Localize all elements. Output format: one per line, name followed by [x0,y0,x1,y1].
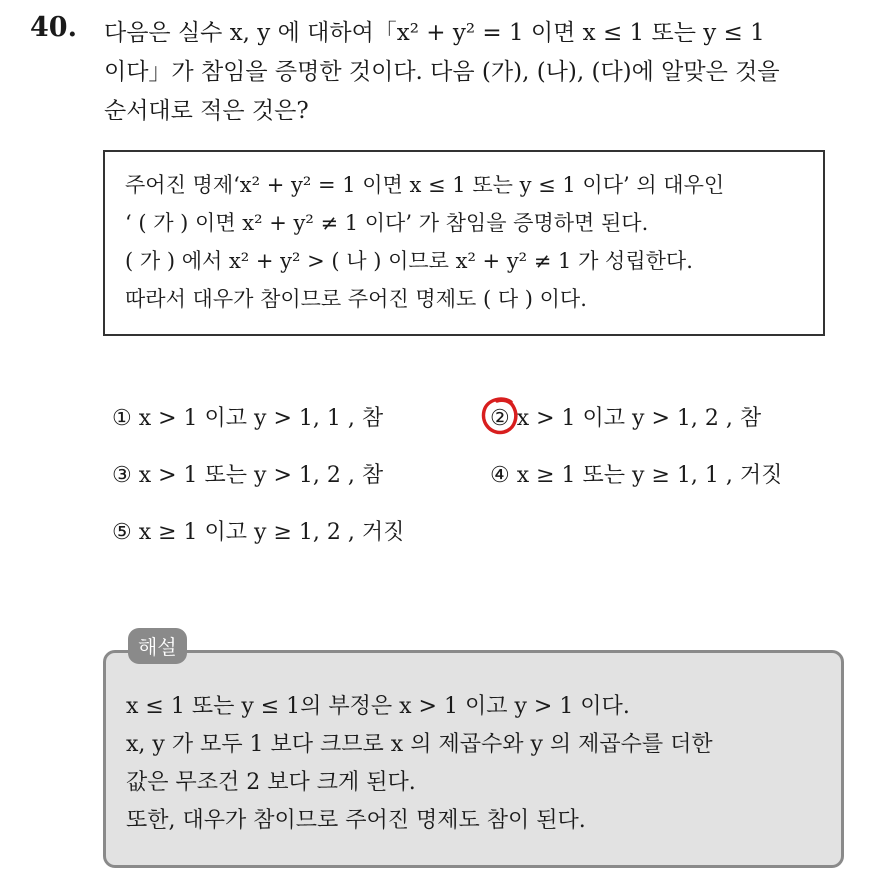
choice-2[interactable] [490,401,761,432]
choice-4-text: x ≥ 1 또는 y ≥ 1, 1 , 거짓 [516,463,783,488]
solution-line-2: x, y 가 모두 1 보다 크므로 x 의 제곱수와 y 의 제곱수를 더한 [126,732,713,757]
choice-1-label: ① [112,406,132,431]
choice-5-text: x ≥ 1 이고 y ≥ 1, 2 , 거짓 [138,520,405,545]
proof-line-3: ( 가 ) 에서 x² + y² > ( 나 ) 이므로 x² + y² ≠ 1 가 성립한다. [125,249,693,273]
solution-line-4: 또한, 대우가 참이므로 주어진 명제도 참이 된다. [126,808,586,833]
solution-box [103,650,844,868]
choice-5[interactable] [112,515,404,546]
choice-3[interactable] [112,458,383,489]
proof-line-1: 주어진 명제‘x² + y² = 1 이면 x ≤ 1 또는 y ≤ 1 이다’ 의 대우인 [125,173,725,197]
question-number: 40. [30,12,77,43]
choice-3-text: x > 1 또는 y > 1, 2 , 참 [138,463,384,488]
choice-2-text: x > 1 이고 y > 1, 2 , 참 [516,406,762,431]
answer-circle-mark [478,394,522,438]
choice-5-label: ⑤ [112,520,132,545]
choice-1-text: x > 1 이고 y > 1, 1 , 참 [138,406,384,431]
choice-4-label: ④ [490,463,510,488]
choice-2-label: ② [490,406,510,431]
choice-1[interactable] [112,401,383,432]
solution-tag: 해설 [128,628,187,664]
proof-line-4: 따라서 대우가 참이므로 주어진 명제도 ( 다 ) 이다. [125,287,587,311]
question-text-line-3: 순서대로 적은 것은? [104,98,309,124]
choice-3-label: ③ [112,463,132,488]
proof-box [103,150,825,336]
question-text-line-2: 이다」가 참임을 증명한 것이다. 다음 (가), (나), (다)에 알맞은 것을 [104,59,780,85]
choice-4[interactable] [490,458,782,489]
solution-line-1: x ≤ 1 또는 y ≤ 1의 부정은 x > 1 이고 y > 1 이다. [126,694,630,719]
solution-line-3: 값은 무조건 2 보다 크게 된다. [126,770,416,795]
question-text-line-1: 다음은 실수 x, y 에 대하여「x² + y² = 1 이면 x ≤ 1 또는 y ≤ 1 [104,20,765,46]
proof-line-2: ‘ ( 가 ) 이면 x² + y² ≠ 1 이다’ 가 참임을 증명하면 된다. [125,211,649,235]
